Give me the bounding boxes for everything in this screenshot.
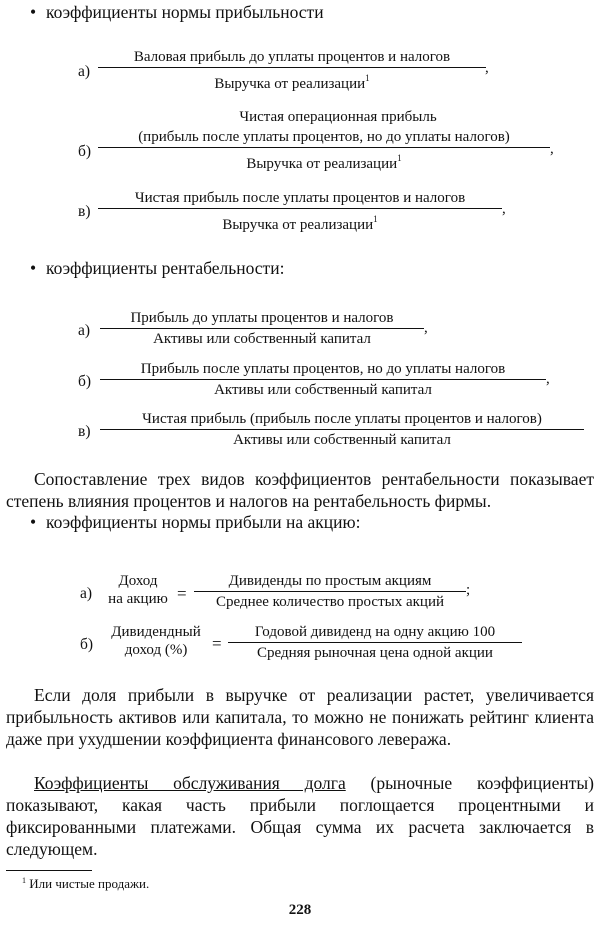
fraction-gross-profit [98,48,486,93]
formula-label-b: б) [80,636,94,653]
formula-label-b: б) [78,373,92,390]
fraction-net-profit [98,189,502,234]
fraction-bar [100,328,424,329]
formula-label-c: в) [78,203,91,220]
formula-label-a: а) [78,322,91,339]
numerator: Прибыль после уплаты процентов, но до уплаты налогов [140,361,506,377]
denominator: Активы или собственный капитал [153,331,371,347]
denominator: Активы или собственный капитал [233,432,451,448]
fraction-bar [100,379,546,380]
bullet-icon: • [30,258,37,278]
fraction-bar [100,429,584,430]
fraction-ebit-over-assets [100,309,424,348]
numerator-top-line: Чистая операционная прибыль [239,109,437,125]
denominator: Среднее количество простых акций [215,594,445,610]
equals-sign: = [212,634,222,653]
equals-sign: = [177,584,187,603]
denominator: Выручка от реализации$^1$ [214,73,370,92]
numerator: Прибыль до уплаты процентов и налогов [130,310,394,326]
numerator: Валовая прибыль до уплаты процентов и налогов [133,49,451,65]
footnote-ref: 1 [373,214,378,224]
numerator: Дивиденды по простым акциям [228,573,432,589]
fraction-dividends-per-share [194,572,466,611]
footnote-ref: 1 [397,153,402,163]
denominator: Выручка от реализации$^1$ [222,214,378,233]
lhs-dividend-yield: Дивидендный доход (%) [111,624,201,658]
fraction-dividend-yield [228,623,522,662]
paragraph-debt-service: Коэффициенты обслуживания долга (рыночные коэффициенты) показывают, какая часть прибыли поглощается процентными и фиксированными платежами. Общая сумма их расчета заключается в следующем. [6,773,594,859]
footnote-divider [6,870,92,871]
denominator: Выручка от реализации$^1$ [246,153,402,172]
bullet-profitability-ratios: • коэффициенты рентабельности: [30,258,285,278]
fraction-bar [194,591,466,592]
fraction-bar [98,208,502,209]
fraction-bar [98,67,486,68]
document-page: • коэффициенты нормы прибыльности а) Валовая прибыль до уплаты процентов и налогов Выручка от реализации$^1$ , Чистая операционная прибыль б) (прибыль после уплаты процентов, но до уплаты налогов) Выручка от реализации$^1$ , в) Чистая прибыль после уплаты процентов и налогов Выручка от реализации$^1$ , • коэффициенты рентабельности: а) Прибыль до уплаты процентов и налогов Активы или собственный капитал , б) Прибыль после уплаты процентов, но до уплаты налогов Активы или собственный капитал , в) Чистая прибыль (прибыль после уплаты процентов и налогов) Активы или собственный капитал Сопоставление трех видов коэффициентов рентабельности показывает степень влияния процентов и налогов на рентабельность фирмы. • коэффициенты нормы прибыли на акцию: а) Доход на акцию = Дивиденды по простым акциям Среднее количество простых акций ; б) Дивидендный доход (%) = Годовой дивиденд на одну акцию 100 Средняя рыночная цена одной акции Если доля прибыли в выручке от реализации растет, увеличивается прибыльность активов или капитала, то можно не понижать рейтинг клиента даже при ухудшении коэффициента финансового левеража. Коэффициенты обслуживания долга (рыночные коэффициенты) показывают, какая часть прибыли поглощается процентными и фиксированными платежами. Общая сумма их расчета заключается в следующем. $^1$ Или чистые продажи. 228 [0,0,600,929]
fraction-net-income-over-assets [100,410,584,449]
fraction-ebt-over-assets [100,360,546,399]
bullet-icon: • [30,512,37,532]
numerator: Годовой дивиденд на одну акцию 100 [254,624,496,640]
numerator: (прибыль после уплаты процентов, но до уплаты налогов) [138,129,510,145]
denominator: Средняя рыночная цена одной акции [257,645,493,661]
formula-label-b: б) [78,143,92,160]
numerator: Чистая прибыль (прибыль после уплаты процентов и налогов) [142,411,542,427]
page-number: 228 [288,902,312,918]
numerator: Чистая прибыль после уплаты процентов и налогов [134,190,466,206]
fraction-net-operating-profit [98,128,550,173]
fraction-bar [228,642,522,643]
denominator: Активы или собственный капитал [214,382,432,398]
paragraph-comparison: Сопоставление трех видов коэффициентов рентабельности показывает степень влияния процентов и налогов на рентабельность фирмы. [6,469,594,511]
bullet-earnings-per-share: • коэффициенты нормы прибыли на акцию: [30,512,361,532]
bullet-icon: • [30,2,37,22]
formula-label-a: а) [80,585,93,602]
lhs-earnings-per-share: Доход на акцию [108,573,168,607]
formula-label-c: в) [78,423,91,440]
paragraph-profit-share: Если доля прибыли в выручке от реализации растет, увеличивается прибыльность активов или капитала, то можно не понижать рейтинг клиента даже при ухудшении коэффициента финансового левеража. [6,685,594,749]
bullet-profit-margin-ratios: • коэффициенты нормы прибыльности [30,2,324,22]
footnote-ref: 1 [365,73,370,83]
formula-label-a: а) [78,63,91,80]
footnote: $^1$ Или чистые продажи. [22,876,150,891]
underlined-term: Коэффициенты обслуживания долга [34,773,346,793]
fraction-bar [98,147,550,148]
